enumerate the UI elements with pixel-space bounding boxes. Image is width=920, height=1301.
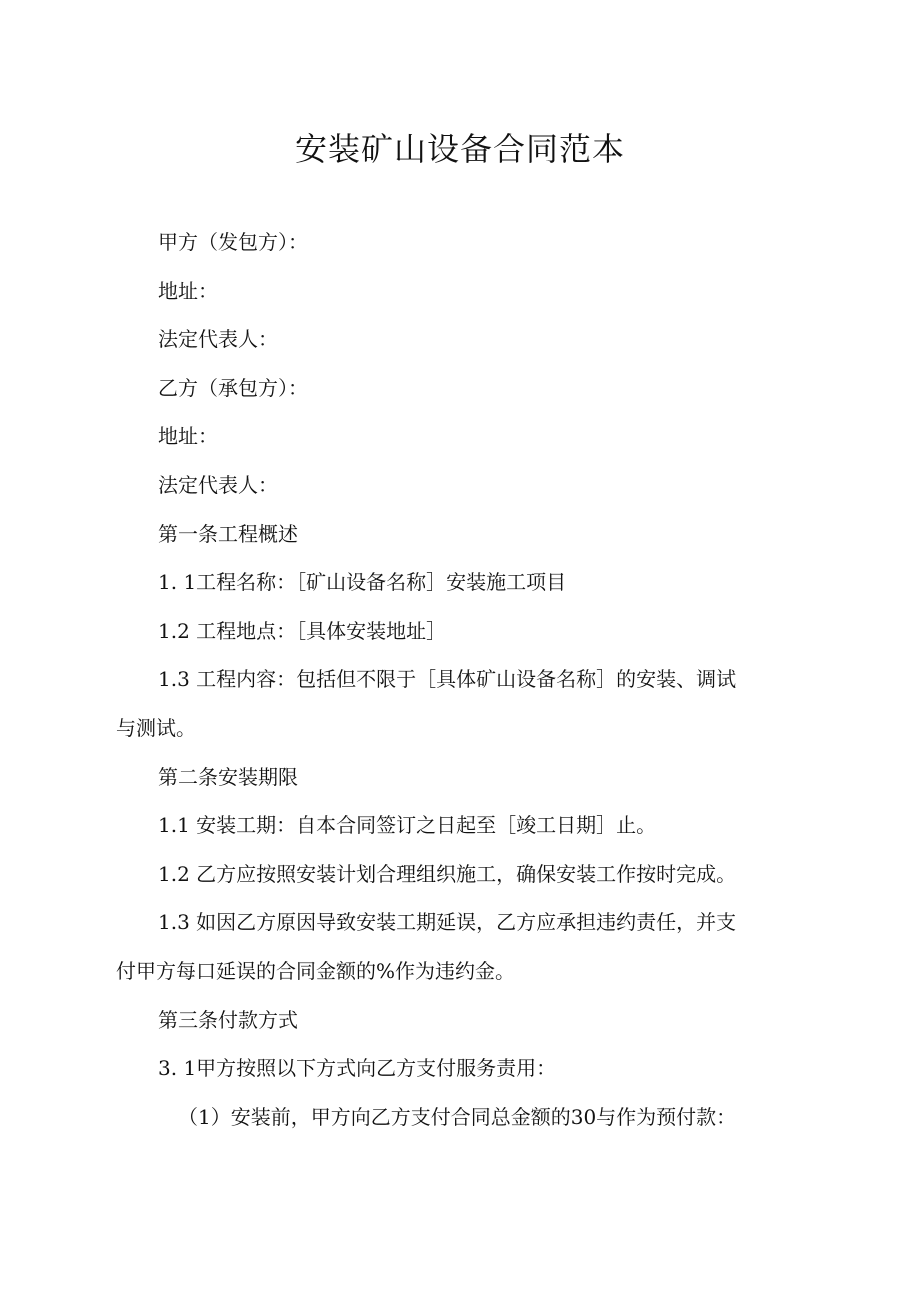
paragraph-line: （1）安装前，甲方向乙方支付合同总金额的30与作为预付款：: [178, 1104, 737, 1129]
paragraph-line: 第三条付款方式: [158, 1007, 298, 1032]
paragraph-line: 第二条安装期限: [158, 764, 298, 789]
paragraph-line: 第一条工程概述: [158, 521, 298, 546]
paragraph-line: 1.2 乙方应按照安装计划合理组织施工，确保安装工作按时完成。: [158, 861, 737, 886]
paragraph-line: 1.1 安装工期：自本合同签订之日起至［竣工日期］止。: [158, 813, 657, 838]
paragraph-line: 甲方（发包方）：: [158, 230, 308, 254]
paragraph-line: 乙方（承包方）：: [158, 375, 308, 400]
paragraph-line: 地址：: [158, 424, 218, 449]
paragraph-line: 法定代表人：: [158, 472, 278, 497]
paragraph-line: 1.2 工程地点：［具体安装地址］: [158, 618, 447, 643]
paragraph-line: 3. 1甲方按照以下方式向乙方支付服务责用：: [158, 1056, 557, 1081]
paragraph-line: 1.3 如因乙方原因导致安装工期延误，乙方应承担违约责任，并支: [158, 910, 737, 935]
document-body: [0, 222, 920, 1145]
paragraph-continuation: 与测试。: [116, 715, 196, 740]
paragraph-line: 1. 1工程名称：［矿山设备名称］安装施工项目: [158, 570, 567, 595]
paragraph-continuation: 付甲方每口延误的合同金额的%作为违约金。: [116, 958, 516, 983]
paragraph-line: 法定代表人：: [158, 327, 278, 352]
paragraph-line: 地址：: [158, 278, 218, 303]
document-title: 安装矿山设备合同范本: [294, 130, 625, 168]
paragraph-line: 1.3 工程内容：包括但不限于［具体矿山设备名称］的安装、调试: [158, 667, 737, 692]
